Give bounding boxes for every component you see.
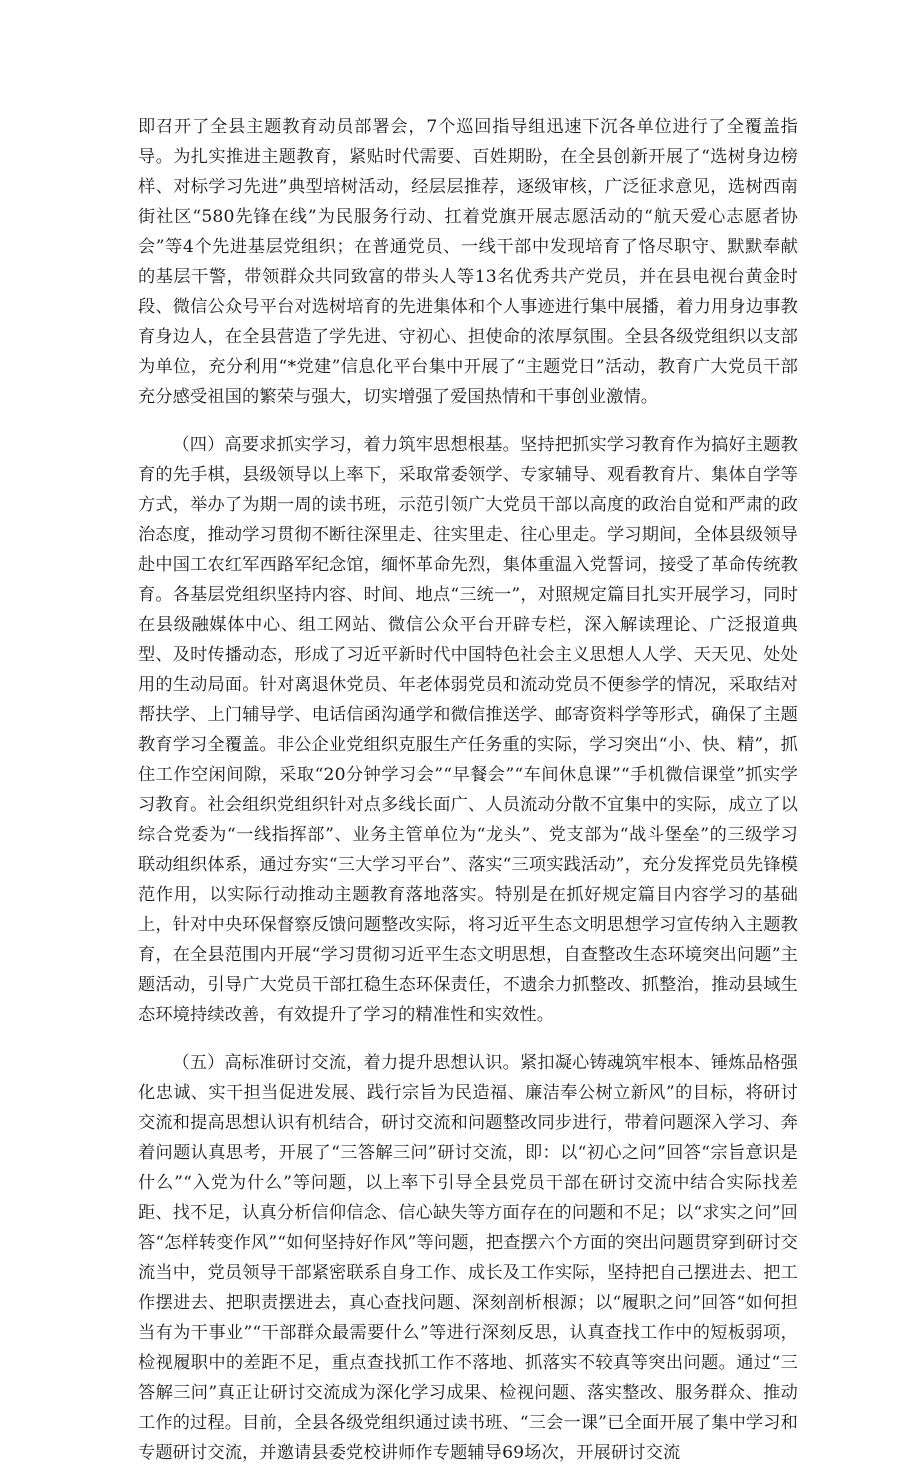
paragraph-section-5: （五）高标准研讨交流，着力提升思想认识。紧扣凝心铸魂筑牢根本、锤炼品格强化忠诚、实干担当促进发展、践行宗旨为民造福、廉洁奉公树立新风”的目标，将研讨交流和提高思想认识有机结合，研讨交流和问题整改同步进行，带着问题深入学习、奔着问题认真思考，开展了“三答解三问”研讨交流，即：以“初心之问”回答“宗旨意识是什么”“入党为什么”等问题，以上率下引导全县党员干部在研讨交流中结合实际找差距、找不足，认真分析信仰信念、信心缺失等方面存在的问题和不足；以“求实之问”回答“怎样转变作风”“如何坚持好作风”等问题，把查摆六个方面的突出问题贯穿到研讨交流当中，党员领导干部紧密联系自身工作、成长及工作实际，坚持把自己摆进去、把工作摆进去、把职责摆进去，真心查找问题、深刻剖析根源；以“履职之问”回答“如何担当有为干事业”“干部群众最需要什么”等进行深刻反思，认真查找工作中的短板弱项，检视履职中的差距不足，重点查找抓工作不落地、抓落实不较真等突出问题。通过“三答解三问”真正让研讨交流成为深化学习成果、检视问题、落实整改、服务群众、推动工作的过程。目前，全县各级党组织通过读书班、“三会一课”已全面开展了集中学习和专题研讨交流，并邀请县委党校讲师作专题辅导69场次，开展研讨交流: [138, 1053, 798, 1463]
paragraph-intro: 即召开了全县主题教育动员部署会，7个巡回指导组迅速下沉各单位进行了全覆盖指导。为扎实推进主题教育，紧贴时代需要、百姓期盼，在全县创新开展了“选树身边榜样、对标学习先进”典型培树活动，经层层推荐，逐级审核，广泛征求意见，选树西南街社区“580先锋在线”为民服务行动、扛着党旗开展志愿活动的“航天爱心志愿者协会”等4个先进基层党组织；在普通党员、一线干部中发现培育了恪尽职守、默默奉献的基层干警，带领群众共同致富的带头人等13名优秀共产党员，并在县电视台黄金时段、微信公众号平台对选树培育的先进集体和个人事迹进行集中展播，着力用身边事教育身边人，在全县营造了学先进、守初心、担使命的浓厚氛围。全县各级党组织以支部为单位，充分利用“*党建”信息化平台集中开展了“主题党日”活动，教育广大党员干部充分感受祖国的繁荣与强大，切实增强了爱国热情和干事创业激情。: [138, 117, 798, 407]
paragraph-gap: [138, 412, 798, 430]
document-body: [138, 112, 798, 1468]
paragraph-section-4: （四）高要求抓实学习，着力筑牢思想根基。坚持把抓实学习教育作为搞好主题教育的先手棋，县级领导以上率下，采取常委领学、专家辅导、观看教育片、集体自学等方式，举办了为期一周的读书班，示范引领广大党员干部以高度的政治自觉和严肃的政治态度，推动学习贯彻不断往深里走、往实里走、往心里走。学习期间，全体县级领导赴中国工农红军西路军纪念馆，缅怀革命先烈，集体重温入党誓词，接受了革命传统教育。各基层党组织坚持内容、时间、地点“三统一”，对照规定篇目扎实开展学习，同时在县级融媒体中心、组工网站、微信公众平台开辟专栏，深入解读理论、广泛报道典型、及时传播动态，形成了习近平新时代中国特色社会主义思想人人学、天天见、处处用的生动局面。针对离退休党员、年老体弱党员和流动党员不便参学的情况，采取结对帮扶学、上门辅导学、电话信函沟通学和微信推送学、邮寄资料学等形式，确保了主题教育学习全覆盖。非公企业党组织克服生产任务重的实际，学习突出“小、快、精”，抓住工作空闲间隙，采取“20分钟学习会”“早餐会”“车间休息课”“手机微信课堂”抓实学习教育。社会组织党组织针对点多线长面广、人员流动分散不宜集中的实际，成立了以综合党委为“一线指挥部”、业务主管单位为“龙头”、党支部为“战斗堡垒”的三级学习联动组织体系，通过夯实“三大学习平台”、落实“三项实践活动”，充分发挥党员先锋模范作用，以实际行动推动主题教育落地落实。特别是在抓好规定篇目内容学习的基础上，针对中央环保督察反馈问题整改实际，将习近平生态文明思想学习宣传纳入主题教育，在全县范围内开展“学习贯彻习近平生态文明思想，自查整改生态环境突出问题”主题活动，引导广大党员干部扛稳生态环保责任，不遗余力抓整改、抓整治，推动县域生态环境持续改善，有效提升了学习的精准性和实效性。: [138, 435, 798, 1025]
paragraph-gap: [138, 1030, 798, 1048]
